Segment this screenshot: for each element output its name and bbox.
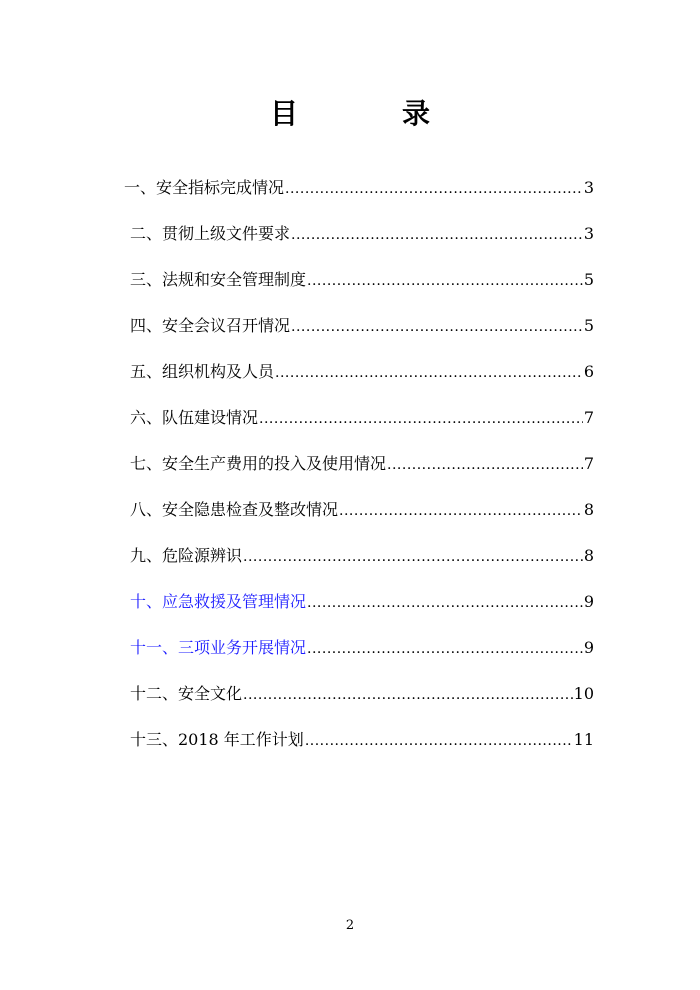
toc-entry[interactable] [124,266,594,312]
toc-entry-page[interactable]: 7 [583,454,594,473]
toc-dot-leader [307,589,583,617]
toc-entry-page[interactable]: 5 [583,316,594,335]
toc-entry[interactable] [124,312,594,358]
toc-entry-label[interactable]: 三、法规和安全管理制度 [130,270,307,289]
toc-dot-leader [307,635,583,663]
toc-entry-page[interactable]: 8 [583,546,594,565]
toc-entry-page[interactable]: 8 [583,500,594,519]
toc-entry-label[interactable]: 十二、安全文化 [130,684,243,703]
toc-entry-page[interactable]: 6 [583,362,594,381]
toc-dot-leader [387,451,583,479]
toc-entry-page[interactable]: 10 [573,684,594,703]
toc-entry-label[interactable]: 五、组织机构及人员 [130,362,275,381]
page-number: 2 [345,918,355,933]
toc-dot-leader [291,221,583,249]
toc-entry[interactable] [124,680,594,726]
toc-dot-leader [305,727,573,755]
toc-entry-label[interactable]: 九、危险源辨识 [130,546,243,565]
toc-entry[interactable] [124,496,594,542]
toc-entry-page[interactable]: 7 [583,408,594,427]
toc-dot-leader [291,313,583,341]
toc-entry[interactable] [124,174,594,220]
toc-dot-leader [243,543,583,571]
toc-entry-label[interactable]: 七、安全生产费用的投入及使用情况 [130,454,387,473]
toc-entry[interactable] [124,220,594,266]
toc-entry-page[interactable]: 3 [583,178,594,197]
toc-dot-leader [275,359,583,387]
toc-entry-page[interactable]: 9 [583,638,594,657]
toc-entry-label[interactable]: 十三、2018 年工作计划 [130,730,304,749]
toc-entry-label[interactable]: 一、安全指标完成情况 [124,178,285,197]
toc-entry-label[interactable]: 八、安全隐患检查及整改情况 [130,500,339,519]
toc-entry-label[interactable]: 十、应急救援及管理情况 [130,592,307,611]
toc-dot-leader [285,175,583,203]
toc-entry-page[interactable]: 5 [583,270,594,289]
toc-entry[interactable] [124,404,594,450]
toc-entry[interactable] [124,726,594,772]
toc-entry[interactable] [124,588,594,634]
toc-dot-leader [339,497,583,525]
toc-dot-leader [259,405,583,433]
page-title: 目 录 [269,97,468,130]
toc-dot-leader [307,267,583,295]
toc-entry[interactable] [124,634,594,680]
toc-entry-page[interactable]: 11 [573,730,594,749]
toc-entry-label[interactable]: 六、队伍建设情况 [130,408,259,427]
toc-entry[interactable] [124,450,594,496]
toc-dot-leader [243,681,573,709]
toc-entry-label[interactable]: 四、安全会议召开情况 [130,316,291,335]
toc-entry-label[interactable]: 十一、三项业务开展情况 [130,638,307,657]
toc-entry-label[interactable]: 二、贯彻上级文件要求 [130,224,291,243]
table-of-contents [124,174,594,772]
toc-entry-page[interactable]: 9 [583,592,594,611]
toc-entry-page[interactable]: 3 [583,224,594,243]
toc-entry[interactable] [124,542,594,588]
toc-entry[interactable] [124,358,594,404]
